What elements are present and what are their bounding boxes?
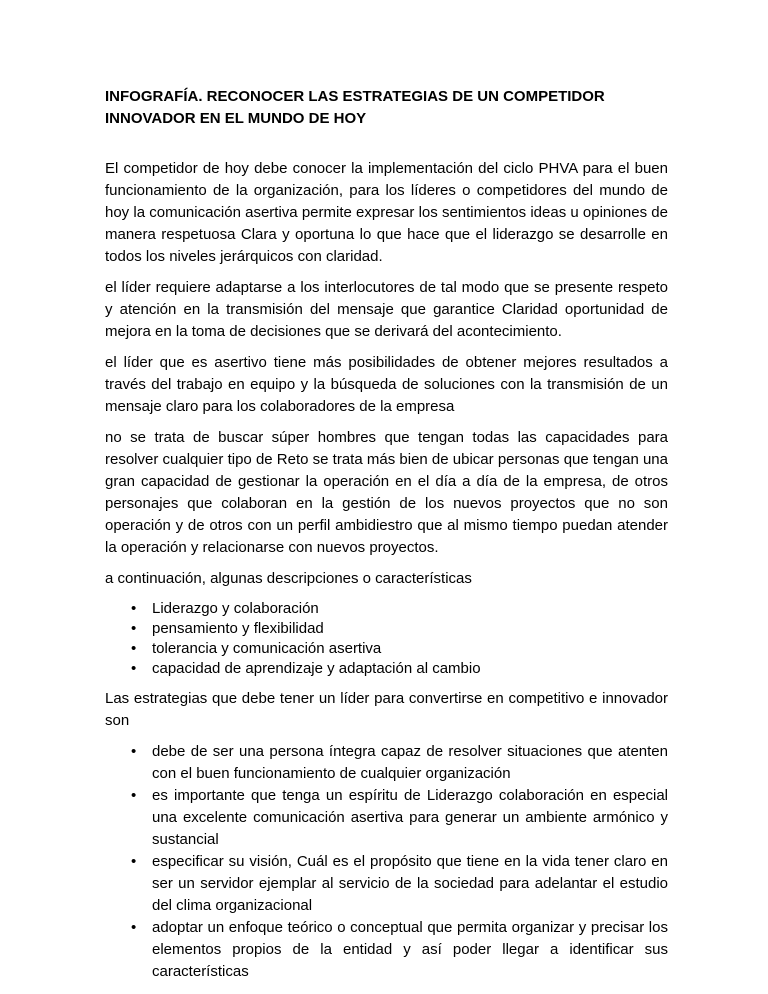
list-item [105, 785, 668, 851]
list-item-text: capacidad de aprendizaje y adaptación al cambio [152, 660, 481, 677]
list-item [105, 619, 668, 639]
list-item [105, 851, 668, 917]
strategies-list [105, 741, 668, 983]
list-item [105, 917, 668, 983]
bullet-icon: • [131, 853, 137, 870]
document-title: INFOGRAFÍA. RECONOCER LAS ESTRATEGIAS DE UN COMPETIDOR INNOVADOR EN EL MUNDO DE HOY [105, 88, 605, 127]
bullet-icon: • [131, 640, 137, 657]
bullet-icon: • [131, 787, 137, 804]
list-item-text: tolerancia y comunicación asertiva [152, 640, 382, 657]
bullet-icon: • [131, 660, 137, 677]
bullet-icon: • [131, 919, 137, 936]
bullet-icon: • [131, 620, 137, 637]
list-item [105, 639, 668, 659]
strategies-intro: Las estrategias que debe tener un líder para convertirse en competitivo e innovador son [105, 690, 668, 729]
list-item-text: pensamiento y flexibilidad [152, 620, 324, 637]
list-item [105, 599, 668, 619]
paragraph-lider-interlocutores: el líder requiere adaptarse a los interlocutores de tal modo que se presente respeto y atención en la transmisión del mensaje que garantice Claridad oportunidad de mejora en la toma de decisiones que se derivará del acontecimiento. [105, 279, 668, 340]
list-item [105, 741, 668, 785]
paragraph-lider-asertivo: el líder que es asertivo tiene más posibilidades de obtener mejores resultados a través del trabajo en equipo y la búsqueda de soluciones con la transmisión de un mensaje claro para los colaboradores de la empresa [105, 354, 668, 415]
characteristics-list [105, 599, 668, 679]
characteristics-intro: a continuación, algunas descripciones o características [105, 570, 472, 587]
list-item [105, 659, 668, 679]
list-item-text: adoptar un enfoque teórico o conceptual que permita organizar y precisar los elementos propios de la entidad y así poder llegar a identificar sus características [152, 919, 668, 980]
paragraph-intro-phva: El competidor de hoy debe conocer la implementación del ciclo PHVA para el buen funcionamiento de la organización, para los líderes o competidores del mundo de hoy la comunicación asertiva permite expresar los sentimientos ideas u opiniones de manera respetuosa Clara y oportuna lo que hace que el liderazgo se desarrolle en todos los niveles jerárquicos con claridad. [105, 160, 668, 265]
list-item-text: especificar su visión, Cuál es el propósito que tiene en la vida tener claro en ser un servidor ejemplar al servicio de la sociedad para adelantar el estudio del clima organizacional [152, 853, 668, 914]
bullet-icon: • [131, 743, 137, 760]
list-item-text: debe de ser una persona íntegra capaz de resolver situaciones que atenten con el buen funcionamiento de cualquier organización [152, 743, 668, 782]
list-item-text: es importante que tenga un espíritu de Liderazgo colaboración en especial una excelente comunicación asertiva para generar un ambiente armónico y sustancial [152, 787, 668, 848]
bullet-icon: • [131, 600, 137, 617]
list-item-text: Liderazgo y colaboración [152, 600, 319, 617]
paragraph-super-hombres: no se trata de buscar súper hombres que tengan todas las capacidades para resolver cualquier tipo de Reto se trata más bien de ubicar personas que tengan una gran capacidad de gestionar la operación en el día a día de la empresa, de otros personajes que colaboran en la gestión de los nuevos proyectos que no son operación y de otros con un perfil ambidiestro que al mismo tiempo puedan atender la operación y relacionarse con nuevos proyectos. [105, 429, 668, 556]
